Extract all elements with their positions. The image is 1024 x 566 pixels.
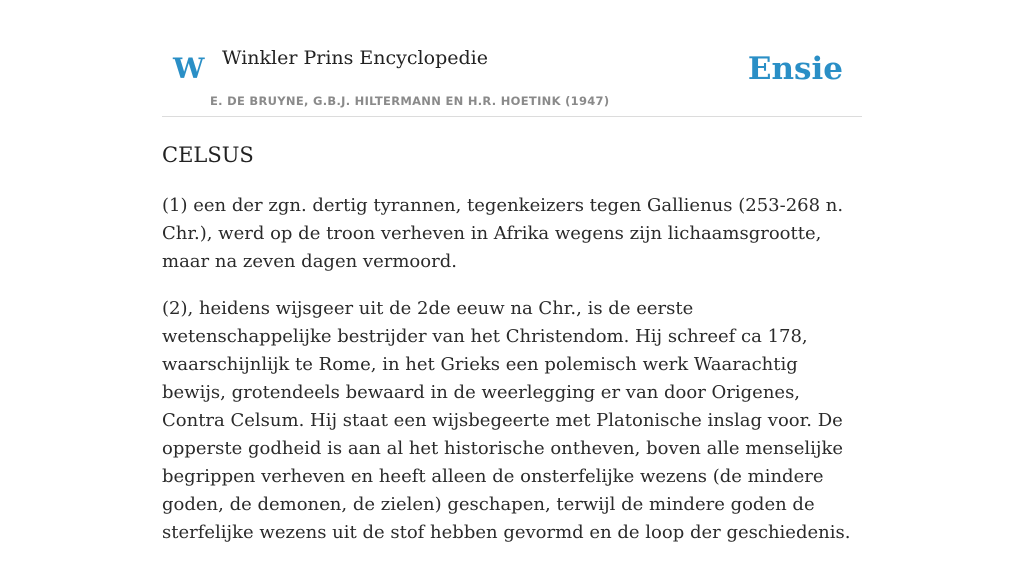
- book-authors: E. DE BRUYNE, G.B.J. HILTERMANN EN H.R. HOETINK (1947): [210, 94, 610, 108]
- entry-title: CELSUS: [162, 143, 254, 167]
- book-title[interactable]: Winkler Prins Encyclopedie: [222, 47, 488, 69]
- ensie-logo[interactable]: Ensie: [747, 51, 843, 87]
- entry-paragraph-2: (2), heidens wijsgeer uit de 2de eeuw na Chr., is de eerste wetenschappelijke bestrijder van het Christendom. Hij schreef ca 178, waarschijnlijk te Rome, in het Grieks een polemisch werk Waarachtig bewijs, grotendeels bewaard in de weerlegging er van door Origenes, Contra Celsum. Hij staat een wijsbegeerte met Platonische inslag voor. De opperste godheid is aan al het historische ontheven, boven alle menselijke begrippen verheven en heeft alleen de onsterfelijke wezens (de mindere goden, de demonen, de zielen) geschapen, terwijl de mindere goden de sterfelijke wezens uit de stof hebben gevormd en de loop der geschiedenis.: [162, 298, 851, 543]
- header: [162, 0, 862, 117]
- entry-body: [162, 192, 862, 566]
- entry-paragraph-1: (1) een der zgn. dertig tyrannen, tegenkeizers tegen Gallienus (253-268 n. Chr.), werd op de troon verheven in Afrika wegens zijn lichaamsgrootte, maar na zeven dagen vermoord.: [162, 195, 844, 272]
- winkler-prins-logo[interactable]: W: [173, 52, 205, 85]
